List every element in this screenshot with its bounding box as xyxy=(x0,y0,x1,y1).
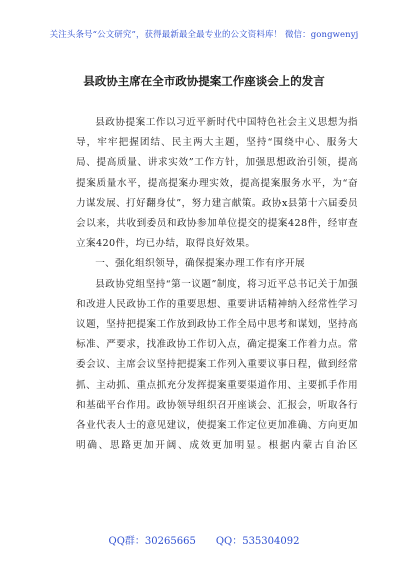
intro-paragraph: 县政协提案工作以习近平新时代中国特色社会主义思想为指导，牢牢把握团结、民主两大主题，坚持“围绕中心、服务大局、提高质量、讲求实效”工作方针，加强思想政治引领，提高提案质量水平，提高提案办理实效，提高提案服务水平，为“奋力谋发展、打好翻身仗”，努力建言献策。政协x县第十六届委员会以来，共收到委员和政协参加单位提交的提案428件，经审查立案420件，均已办结，取得良好效果。 xyxy=(76,117,358,250)
footer-qq: QQ：535304092 xyxy=(215,536,300,547)
section-heading-1: 一、强化组织领导，确保提案办理工作有序开展 xyxy=(95,258,306,270)
footer-contact xyxy=(0,532,408,547)
footer-qq-group: QQ群：30265665 xyxy=(108,536,196,547)
section-1-paragraph: 县政协党组坚持“第一议题”制度，将习近平总书记关于加强和改进人民政协工作的重要思想、重要讲话精神纳入经常性学习议题，坚持把提案工作放到政协工作全局中思考和谋划，坚持高标准、严要求，找准政协工作切入点，确定提案工作着力点。常委会议、主席会议坚持把提案工作列入重要议事日程，做到经常抓、主动抓、重点抓充分发挥提案重要渠道作用、主要抓手作用和基础平台作用。政协领导组织召开座谈会、汇报会，听取各行各业代表人士的意见建议，使提案工作定位更加准确、方向更加明确、思路更加开阔、成效更加明显。根据内蒙古自治区 xyxy=(76,278,358,452)
header-promo-note: 关注头条号“公文研究”，获得最新最全最专业的公文资料库！ 微信：gongwenyj xyxy=(49,30,359,40)
document-title: 县政协主席在全市政协提案工作座谈会上的发言 xyxy=(83,74,325,88)
document-body xyxy=(76,113,358,456)
